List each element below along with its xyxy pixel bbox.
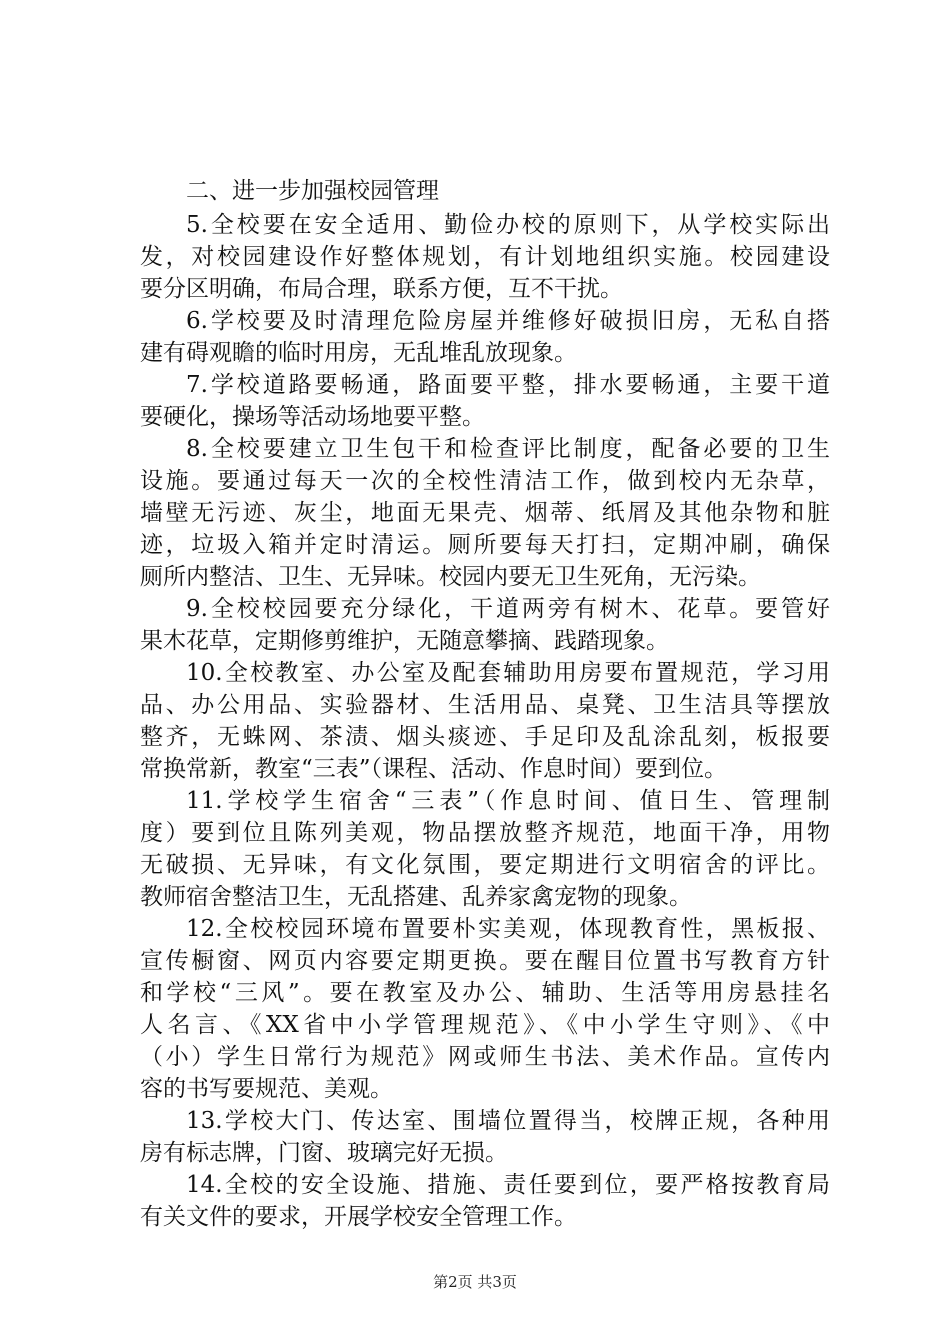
paragraph-line: 要硬化，操场等活动场地要平整。	[140, 404, 485, 430]
paragraph-line: 13.学校大门、传达室、围墙位置得当，校牌正规，各种用	[186, 1108, 830, 1134]
paragraph-line: 10.全校教室、办公室及配套辅助用房要布置规范，学习用	[186, 660, 830, 686]
paragraph-line: 7.学校道路要畅通，路面要平整，排水要畅通，主要干道	[186, 372, 830, 398]
paragraph-line: 果木花草，定期修剪维护，无随意攀摘、践踏现象。	[140, 628, 669, 654]
paragraph-line: 发，对校园建设作好整体规划，有计划地组织实施。校园建设	[140, 244, 830, 270]
paragraph-line: 墙壁无污迹、灰尘，地面无果壳、烟蒂、纸屑及其他杂物和脏	[140, 500, 830, 526]
paragraph-line: 常换常新，教室“三表”（课程、活动、作息时间）要到位。	[140, 756, 728, 782]
paragraph-line: 和学校“三风”。要在教室及办公、辅助、生活等用房悬挂名	[140, 980, 830, 1006]
page-number-footer: 第2页 共3页	[433, 1273, 517, 1291]
paragraph-line: 无破损、无异味，有文化氛围，要定期进行文明宿舍的评比。	[140, 852, 830, 878]
paragraph-line: （小）学生日常行为规范》网或师生书法、美术作品。宣传内	[140, 1044, 830, 1070]
paragraph-line: 14.全校的安全设施、措施、责任要到位，要严格按教育局	[186, 1172, 830, 1198]
paragraph-line: 教师宿舍整洁卫生，无乱搭建、乱养家禽宠物的现象。	[140, 884, 692, 910]
paragraph-line: 迹，垃圾入箱并定时清运。厕所要每天打扫，定期冲刷，确保	[140, 532, 830, 558]
paragraph-line: 11.学校学生宿舍“三表”（作息时间、值日生、管理制	[186, 788, 830, 814]
paragraph-line: 度）要到位且陈列美观，物品摆放整齐规范，地面干净，用物	[140, 820, 830, 846]
paragraph-line: 品、办公用品、实验器材、生活用品、桌凳、卫生洁具等摆放	[140, 692, 830, 718]
paragraph-line: 要分区明确，布局合理，联系方便，互不干扰。	[140, 276, 623, 302]
paragraph-line: 容的书写要规范、美观。	[140, 1076, 393, 1102]
paragraph-line: 8.全校要建立卫生包干和检查评比制度，配备必要的卫生	[186, 436, 830, 462]
paragraph-line: 9.全校校园要充分绿化，干道两旁有树木、花草。要管好	[186, 596, 830, 622]
paragraph-line: 5.全校要在安全适用、勤俭办校的原则下，从学校实际出	[186, 212, 830, 238]
paragraph-line: 设施。要通过每天一次的全校性清洁工作，做到校内无杂草，	[140, 468, 830, 494]
paragraph-line: 12.全校校园环境布置要朴实美观，体现教育性，黑板报、	[186, 916, 830, 942]
paragraph-line: 有关文件的要求，开展学校安全管理工作。	[140, 1204, 577, 1230]
paragraph-line: 人名言、《XX省中小学管理规范》、《中小学生守则》、《中	[140, 1012, 830, 1038]
paragraph-line: 房有标志牌，门窗、玻璃完好无损。	[140, 1140, 508, 1166]
paragraph-line: 厕所内整洁、卫生、无异味。校园内要无卫生死角，无污染。	[140, 564, 761, 590]
section-heading: 二、进一步加强校园管理	[186, 178, 439, 204]
paragraph-line: 6.学校要及时清理危险房屋并维修好破损旧房，无私自搭	[186, 308, 830, 334]
paragraph-line: 整齐，无蛛网、茶渍、烟头痰迹、手足印及乱涂乱刻，板报要	[140, 724, 830, 750]
paragraph-line: 建有碍观瞻的临时用房，无乱堆乱放现象。	[140, 340, 577, 366]
paragraph-line: 宣传橱窗、网页内容要定期更换。要在醒目位置书写教育方针	[140, 948, 830, 974]
